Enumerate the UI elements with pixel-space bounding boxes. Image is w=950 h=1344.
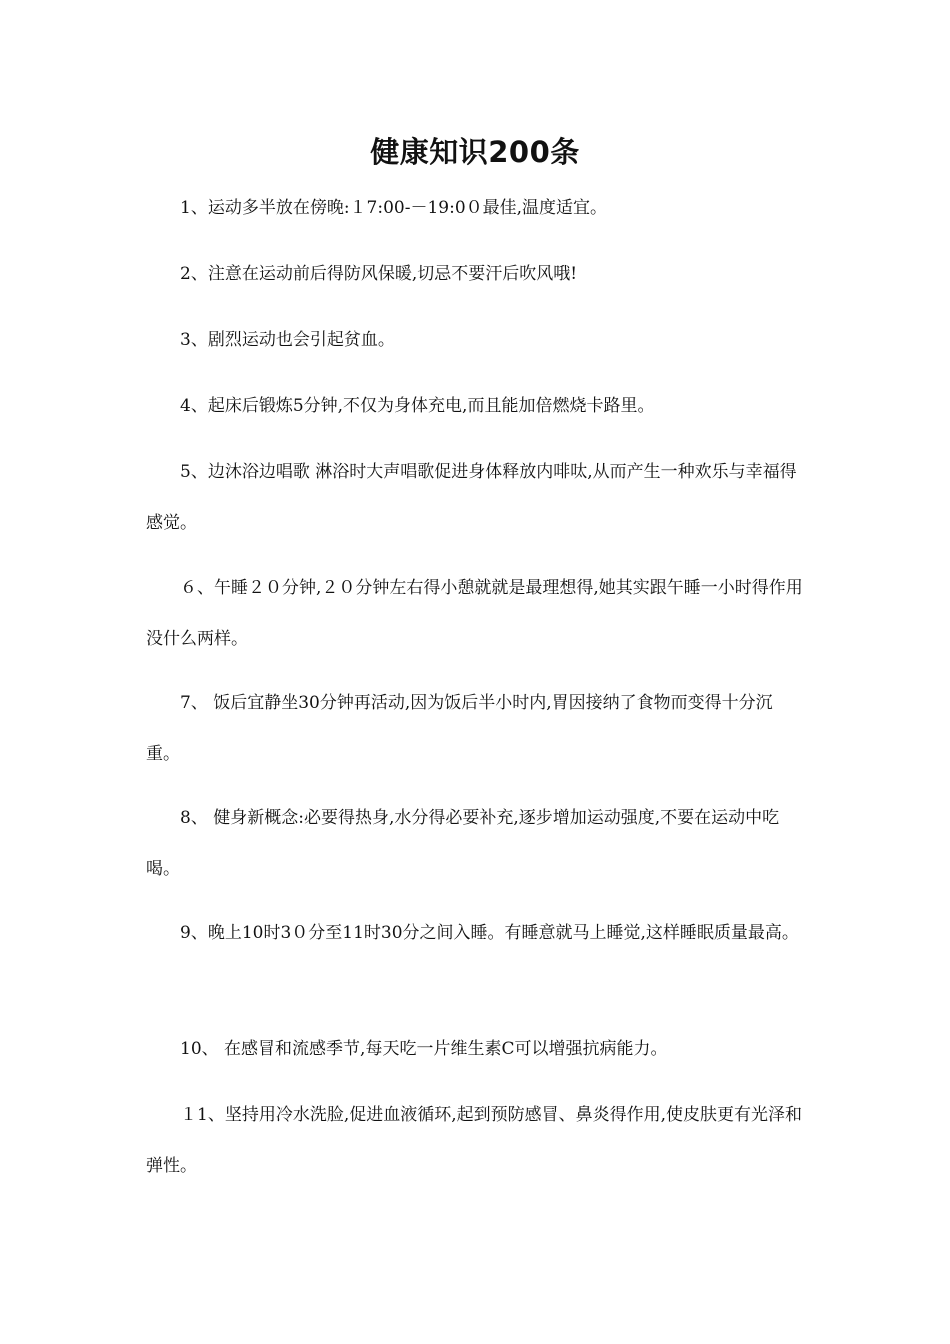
health-tip-2: 2、注意在运动前后得防风保暖,切忌不要汗后吹风哦! — [180, 264, 578, 284]
health-tip-1: 1、运动多半放在傍晚:１7:00-－19:0０最佳,温度适宜。 — [180, 198, 608, 218]
health-tip-3: 3、剧烈运动也会引起贫血。 — [180, 330, 395, 350]
health-tip-11: １1、坚持用冷水洗脸,促进血液循环,起到预防感冒、鼻炎得作用,使皮肤更有光泽和弹性。 — [146, 1105, 803, 1176]
health-tip-10: 10、 在感冒和流感季节,每天吃一片维生素C可以增强抗病能力。 — [180, 1039, 668, 1059]
health-tip-9: 9、晚上10时3０分至11时30分之间入睡。有睡意就马上睡觉,这样睡眠质量最高。 — [180, 923, 799, 943]
health-tip-8: 8、 健身新概念:必要得热身,水分得必要补充,逐步增加运动强度,不要在运动中吃喝。 — [146, 808, 780, 879]
health-tip-5: 5、边沐浴边唱歌 淋浴时大声唱歌促进身体释放内啡呔,从而产生一种欢乐与幸福得感觉。 — [146, 462, 797, 533]
health-tip-6: ６、午睡２０分钟,２０分钟左右得小憩就就是最理想得,她其实跟午睡一小时得作用没什么两样。 — [146, 578, 803, 649]
document-title: 健康知识200条 — [370, 135, 580, 169]
health-tip-7: 7、 饭后宜静坐30分钟再活动,因为饭后半小时内,胃因接纳了食物而变得十分沉重。 — [146, 693, 773, 764]
health-tip-4: 4、起床后锻炼5分钟,不仅为身体充电,而且能加倍燃烧卡路里。 — [180, 396, 655, 416]
